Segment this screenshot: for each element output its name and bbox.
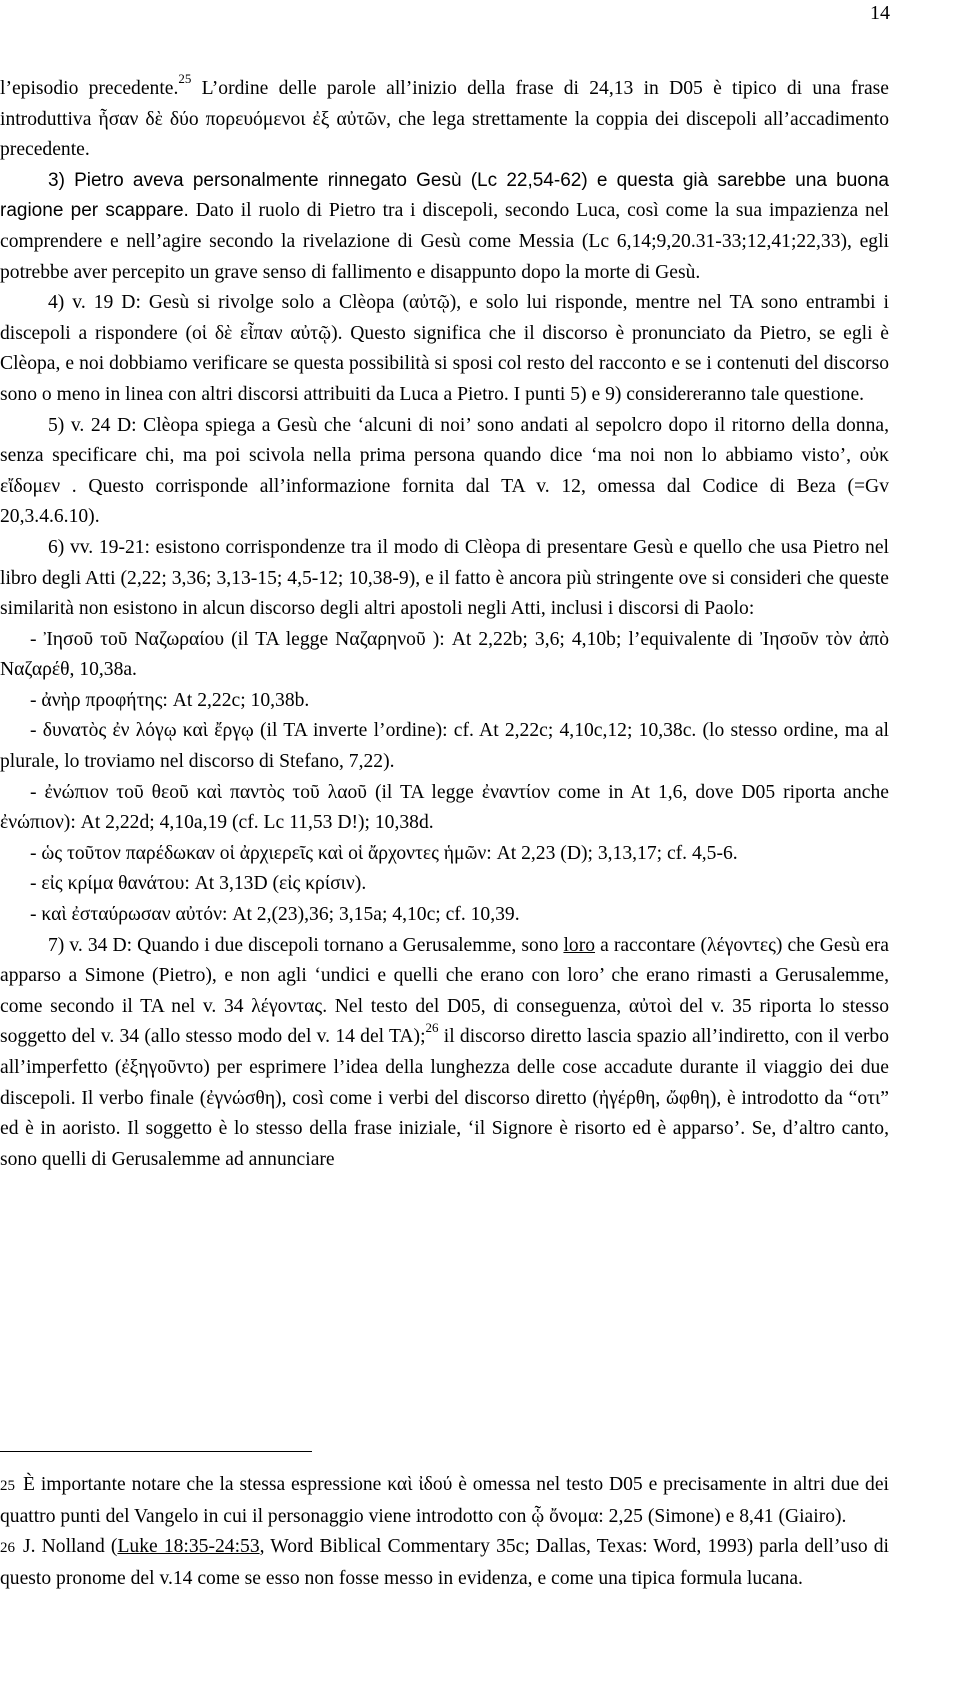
paragraph-6 [0, 931, 889, 1176]
footnote-25 [0, 1470, 889, 1532]
footnote-ref-26[interactable]: 26 [425, 1019, 439, 1035]
paragraph-text: 7) v. 34 D: Quando i due discepoli tornano a Gerusalemme, sono [48, 934, 564, 956]
paragraph-text: il discorso diretto lascia spazio all’indiretto, con il verbo all’imperfetto (ἐξηγοῦντο) per esprimere l’idea della lunghezza delle cose accadute durante il viaggio dei due discepoli. Il verbo finale (ἐγνώσθη), così come i verbi del discorso diretto (ἠγέρθη, ὤφθη), è introdotto da “οτι” ed è in aoristo. Il soggetto è lo stesso della frase iniziale, ‘il Signore è risorto ed è apparso’. Se, d’altro canto, sono quelli di Gerusalemme ad annunciare [0, 1026, 889, 1170]
underlined-word: loro [563, 934, 596, 956]
list-item-2: - ἀνὴρ προφήτης: At 2,22c; 10,38b. [30, 689, 310, 711]
list-item-4: - ἐνώπιον τοῦ θεοῦ καὶ παντὸς τοῦ λαοῦ (il TA legge ἐναντίον come in At 1,6, dove D05 riporta anche ἐνώπιον): At 2,22d; 4,10a,19 (cf. Lc 11,53 D!); 10,38d. [0, 781, 889, 834]
footnote-ref-25[interactable]: 25 [178, 71, 192, 87]
citation-link[interactable]: Luke 18:35-24:53 [117, 1536, 260, 1558]
paragraph-text: L’ordine delle parole all’inizio della frase di 24,13 in D05 è tipico di una frase introduttiva ἦσαν δὲ δύο πορευόμενοι ἐξ αὐτῶν, che lega strettamente la coppia dei discepoli all’accadimento precedente. [0, 78, 889, 161]
paragraph-5: 6) vv. 19-21: esistono corrispondenze tra il modo di Clèopa di presentare Gesù e quello che usa Pietro nel libro degli Atti (2,22; 3,36; 3,13-15; 4,5-12; 10,38-9), e il fatto è ancora più stringente ove si consideri che queste similarità non esistono in alcun discorso degli altri apostoli negli Atti, inclusi i discorsi di Paolo: [0, 536, 889, 620]
list-item-7: - καὶ ἐσταύρωσαν αὐτόν: At 2,(23),36; 3,15a; 4,10c; cf. 10,39. [30, 904, 520, 926]
paragraph-3: 4) v. 19 D: Gesù si rivolge solo a Clèopa (αὐτῷ), e solo lui risponde, mentre nel TA sono entrambi i discepoli a rispondere (οἱ δὲ εἶπαν αὐτῷ). Questo significa che il discorso è pronunciato da Pietro, se egli è Clèopa, e noi dobbiamo verificare se questa possibilità si sposi col resto del racconto e se i contenuti del discorso sono o meno in linea con altri discorsi attribuiti da Luca a Pietro. I punti 5) e 9) considereranno tale questione. [0, 292, 889, 405]
list-item-1: - Ἰησοῦ τοῦ Ναζωραίου (il TA legge Ναζαρηνοῦ ): At 2,22b; 3,6; 4,10b; l’equivalente di Ἰησοῦν τὸν ἀπὸ Ναζαρέθ, 10,38a. [0, 628, 889, 681]
footnotes [0, 1470, 889, 1594]
list-item-3: - δυνατὸς ἐν λόγῳ καὶ ἔργῳ (il TA inverte l’ordine): cf. At 2,22c; 4,10c,12; 10,38c. (lo stesso ordine, ma al plurale, lo troviamo nel discorso di Stefano, 7,22). [0, 720, 889, 773]
footnote-number: 26 [0, 1540, 15, 1557]
paragraph-text: a raccontare (λέγοντες) che Gesù era apparso a Simone (Pietro), e non agli ‘undici e quelli che erano con loro’ che erano rimasti a Gerusalemme, come secondo il TA nel v. 34 λέγοντας. Nel testo del D05, di conseguenza, αὐτοὶ del v. 35 riporta lo stesso soggetto del v. 34 (allo stesso modo del v. 14 del TA); [0, 934, 889, 1048]
list-item-5: - ὡς τοῦτον παρέδωκαν οἱ ἀρχιερεῖς καὶ οἱ ἄρχοντες ἡμῶν: At 2,23 (D); 3,13,17; cf. 4,5-6. [30, 842, 738, 864]
footnote-divider [0, 1451, 312, 1452]
footnote-number: 25 [0, 1478, 15, 1494]
body-text [0, 71, 889, 1175]
footnote-text: , Word Biblical Commentary 35c; Dallas, Texas: Word, 1993) parla dell’uso di questo pronome del v.14 come se esso non fosse messo in evidenza, e come una tipica formula lucana. [0, 1536, 889, 1589]
footnote-text: J. Nolland ( [23, 1536, 118, 1558]
paragraph-text: Dato il ruolo di Pietro tra i discepoli, secondo Luca, così come la sua impazienza nel comprendere e nell’agire secondo la rivelazione di Gesù come Messia (Lc 6,14;9,20.31-33;12,41;22,33), egli potrebbe aver percepito un grave senso di fallimento e disappunto dopo la morte di Gesù. [0, 200, 889, 283]
paragraph-text: 3) Pietro aveva personalmente rinnegato Gesù (Lc 22,54-62) e questa già sarebbe una buona ragione per scappare. [0, 169, 889, 222]
paragraph-1 [0, 71, 889, 166]
paragraph-text: l’episodio precedente. [0, 78, 179, 99]
page-number: 14 [870, 2, 890, 24]
paragraph-2 [0, 166, 889, 288]
footnote-26 [0, 1532, 889, 1594]
paragraph-4: 5) v. 24 D: Clèopa spiega a Gesù che ‘alcuni di noi’ sono andati al sepolcro dopo il ritorno della donna, senza specificare chi, ma poi scivola nella prima persona quando dice ‘ma noi non lo abbiamo visto’, οὐκ εἴδομεν . Questo corrisponde all’informazione fornita dal TA v. 12, omessa dal Codice di Beza (=Gv 20,3.4.6.10). [0, 414, 889, 528]
list-item-6: - εἰς κρίμα θανάτου: At 3,13D (εἰς κρίσιν). [30, 873, 367, 895]
footnote-text: È importante notare che la stessa espressione καὶ ἰδού è omessa nel testo D05 e precisamente in altri due dei quattro punti del Vangelo in cui il personaggio viene introdotto con ᾧ ὄνομα: 2,25 (Simone) e 8,41 (Giairo). [0, 1474, 889, 1527]
